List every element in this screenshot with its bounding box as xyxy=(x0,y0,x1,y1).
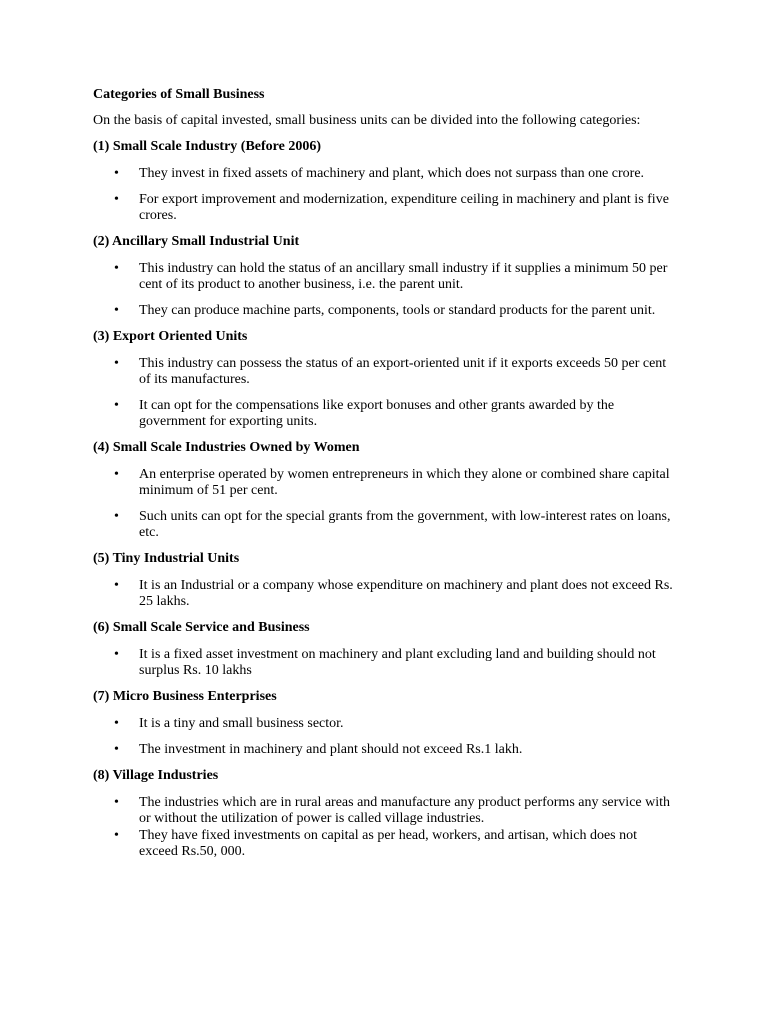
list-item-text: They invest in fixed assets of machinery and plant, which does not surpass than one crore. xyxy=(139,166,645,181)
section-women-owned xyxy=(93,440,674,541)
bullet-icon: • xyxy=(114,716,119,731)
list-item-text: An enterprise operated by women entrepreneurs in which they alone or combined share capital minimum of 51 per cent. xyxy=(139,467,670,498)
bullet-list xyxy=(93,716,674,758)
section-ancillary-unit xyxy=(93,234,674,319)
bullet-list xyxy=(93,166,674,224)
list-item xyxy=(93,578,674,610)
list-item-text: Such units can opt for the special grants from the government, with low-interest rates on loans, etc. xyxy=(139,509,671,540)
bullet-icon: • xyxy=(114,578,119,593)
section-heading: (5) Tiny Industrial Units xyxy=(93,551,240,566)
list-item-text: This industry can hold the status of an ancillary small industry if it supplies a minimum 50 per cent of its product to another business, i.e. the parent unit. xyxy=(139,261,668,292)
section-heading: (1) Small Scale Industry (Before 2006) xyxy=(93,139,321,154)
list-item-text: It is an Industrial or a company whose expenditure on machinery and plant does not exceed Rs. 25 lakhs. xyxy=(139,578,673,609)
list-item-text: It is a fixed asset investment on machinery and plant excluding land and building should not surplus Rs. 10 lakhs xyxy=(139,647,656,678)
list-item xyxy=(93,261,674,293)
list-item xyxy=(93,398,674,430)
list-item xyxy=(93,303,674,319)
section-heading: (2) Ancillary Small Industrial Unit xyxy=(93,234,300,249)
bullet-icon: • xyxy=(114,192,119,207)
bullet-icon: • xyxy=(114,509,119,524)
section-heading: (3) Export Oriented Units xyxy=(93,329,248,344)
section-heading: (6) Small Scale Service and Business xyxy=(93,620,310,635)
intro-paragraph: On the basis of capital invested, small business units can be divided into the following categories: xyxy=(93,113,641,128)
bullet-list xyxy=(93,261,674,319)
list-item-text: They have fixed investments on capital as per head, workers, and artisan, which does not exceed Rs.50, 000. xyxy=(139,828,638,859)
bullet-icon: • xyxy=(114,356,119,371)
bullet-icon: • xyxy=(114,166,119,181)
section-small-scale-industry xyxy=(93,139,674,224)
section-heading: (8) Village Industries xyxy=(93,768,219,783)
bullet-icon: • xyxy=(114,303,119,318)
list-item-text: They can produce machine parts, components, tools or standard products for the parent unit. xyxy=(139,303,656,318)
bullet-list xyxy=(93,647,674,679)
bullet-list xyxy=(93,795,674,860)
list-item xyxy=(93,166,674,182)
bullet-list xyxy=(93,467,674,541)
bullet-list xyxy=(93,578,674,610)
bullet-icon: • xyxy=(114,795,119,810)
section-service-business xyxy=(93,620,674,679)
bullet-icon: • xyxy=(114,828,119,843)
list-item-text: The industries which are in rural areas and manufacture any product performs any service with or without the utilization of power is called village industries. xyxy=(139,795,671,826)
section-heading: (7) Micro Business Enterprises xyxy=(93,689,277,704)
list-item-text: The investment in machinery and plant should not exceed Rs.1 lakh. xyxy=(139,742,523,757)
list-item xyxy=(93,716,674,732)
document-title: Categories of Small Business xyxy=(93,87,265,102)
list-item xyxy=(93,356,674,388)
list-item-text: It can opt for the compensations like export bonuses and other grants awarded by the government for exporting units. xyxy=(139,398,615,429)
list-item xyxy=(93,509,674,541)
section-micro-business xyxy=(93,689,674,758)
list-item-text: This industry can possess the status of an export-oriented unit if it exports exceeds 50 per cent of its manufactures. xyxy=(139,356,667,387)
section-export-oriented xyxy=(93,329,674,430)
list-item xyxy=(93,742,674,758)
list-item-text: For export improvement and modernization, expenditure ceiling in machinery and plant is five crores. xyxy=(139,192,669,223)
list-item xyxy=(93,647,674,679)
list-item xyxy=(93,467,674,499)
list-item xyxy=(93,795,674,827)
section-heading: (4) Small Scale Industries Owned by Women xyxy=(93,440,360,455)
bullet-icon: • xyxy=(114,742,119,757)
list-item-text: It is a tiny and small business sector. xyxy=(139,716,344,731)
bullet-icon: • xyxy=(114,261,119,276)
bullet-icon: • xyxy=(114,647,119,662)
section-village-industries xyxy=(93,768,674,860)
bullet-list xyxy=(93,356,674,430)
list-item xyxy=(93,828,674,860)
bullet-icon: • xyxy=(114,467,119,482)
section-tiny-industrial xyxy=(93,551,674,610)
bullet-icon: • xyxy=(114,398,119,413)
list-item xyxy=(93,192,674,224)
